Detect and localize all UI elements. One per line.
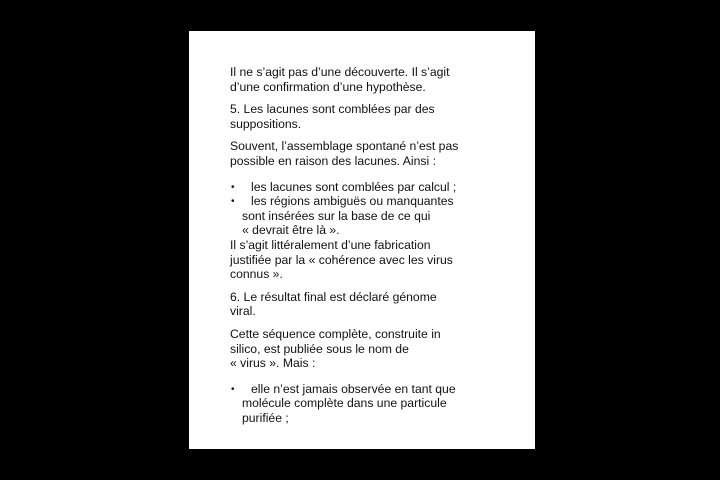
text-line: purifiée ; [242, 410, 289, 425]
text-line: 6. Le résultat final est déclaré génome [230, 289, 437, 304]
text-line: Souvent, l’assemblage spontané n’est pas [230, 139, 459, 154]
bullet-icon: • [231, 383, 235, 395]
paragraph-hypothesis [230, 65, 500, 94]
text-line: sont insérées sur la base de ce qui [242, 208, 431, 223]
text-line: justifiée par la « cohérence avec les virus [230, 252, 453, 267]
list-item [230, 180, 500, 195]
bullet-icon: • [231, 196, 235, 208]
text-line: viral. [230, 304, 256, 319]
text-line: connus ». [230, 267, 283, 282]
list-item [230, 194, 500, 238]
text-line: elle n’est jamais observée en tant que [251, 381, 456, 396]
text-line: Il ne s’agit pas d’une découverte. Il s’agit [230, 65, 450, 79]
text-line: « virus ». Mais : [230, 356, 316, 371]
paragraph-assembly [230, 139, 500, 168]
document-page [189, 31, 535, 449]
text-line: suppositions. [230, 116, 302, 131]
bullet-list-gaps [230, 180, 500, 238]
text-line: Il s’agit littéralement d’une fabrication [230, 237, 431, 252]
heading-step-5 [230, 102, 500, 131]
text-line: silico, est publiée sous le nom de [230, 341, 409, 356]
text-line: Cette séquence complète, construite in [230, 326, 441, 341]
text-line: les régions ambiguës ou manquantes [251, 194, 454, 209]
text-line: possible en raison des lacunes. Ainsi : [230, 153, 436, 168]
text-line: molécule complète dans une particule [242, 396, 447, 411]
heading-step-6 [230, 290, 500, 319]
bullet-icon: • [231, 181, 235, 193]
text-line: « devrait être là ». [242, 223, 340, 238]
text-line: d’une confirmation d’une hypothèse. [230, 79, 426, 94]
text-line: les lacunes sont comblées par calcul ; [251, 179, 457, 194]
text-line: 5. Les lacunes sont comblées par des [230, 102, 435, 117]
paragraph-fabrication [230, 238, 500, 282]
list-item [230, 382, 500, 426]
paragraph-in-silico [230, 327, 500, 371]
bullet-list-observation [230, 382, 500, 426]
